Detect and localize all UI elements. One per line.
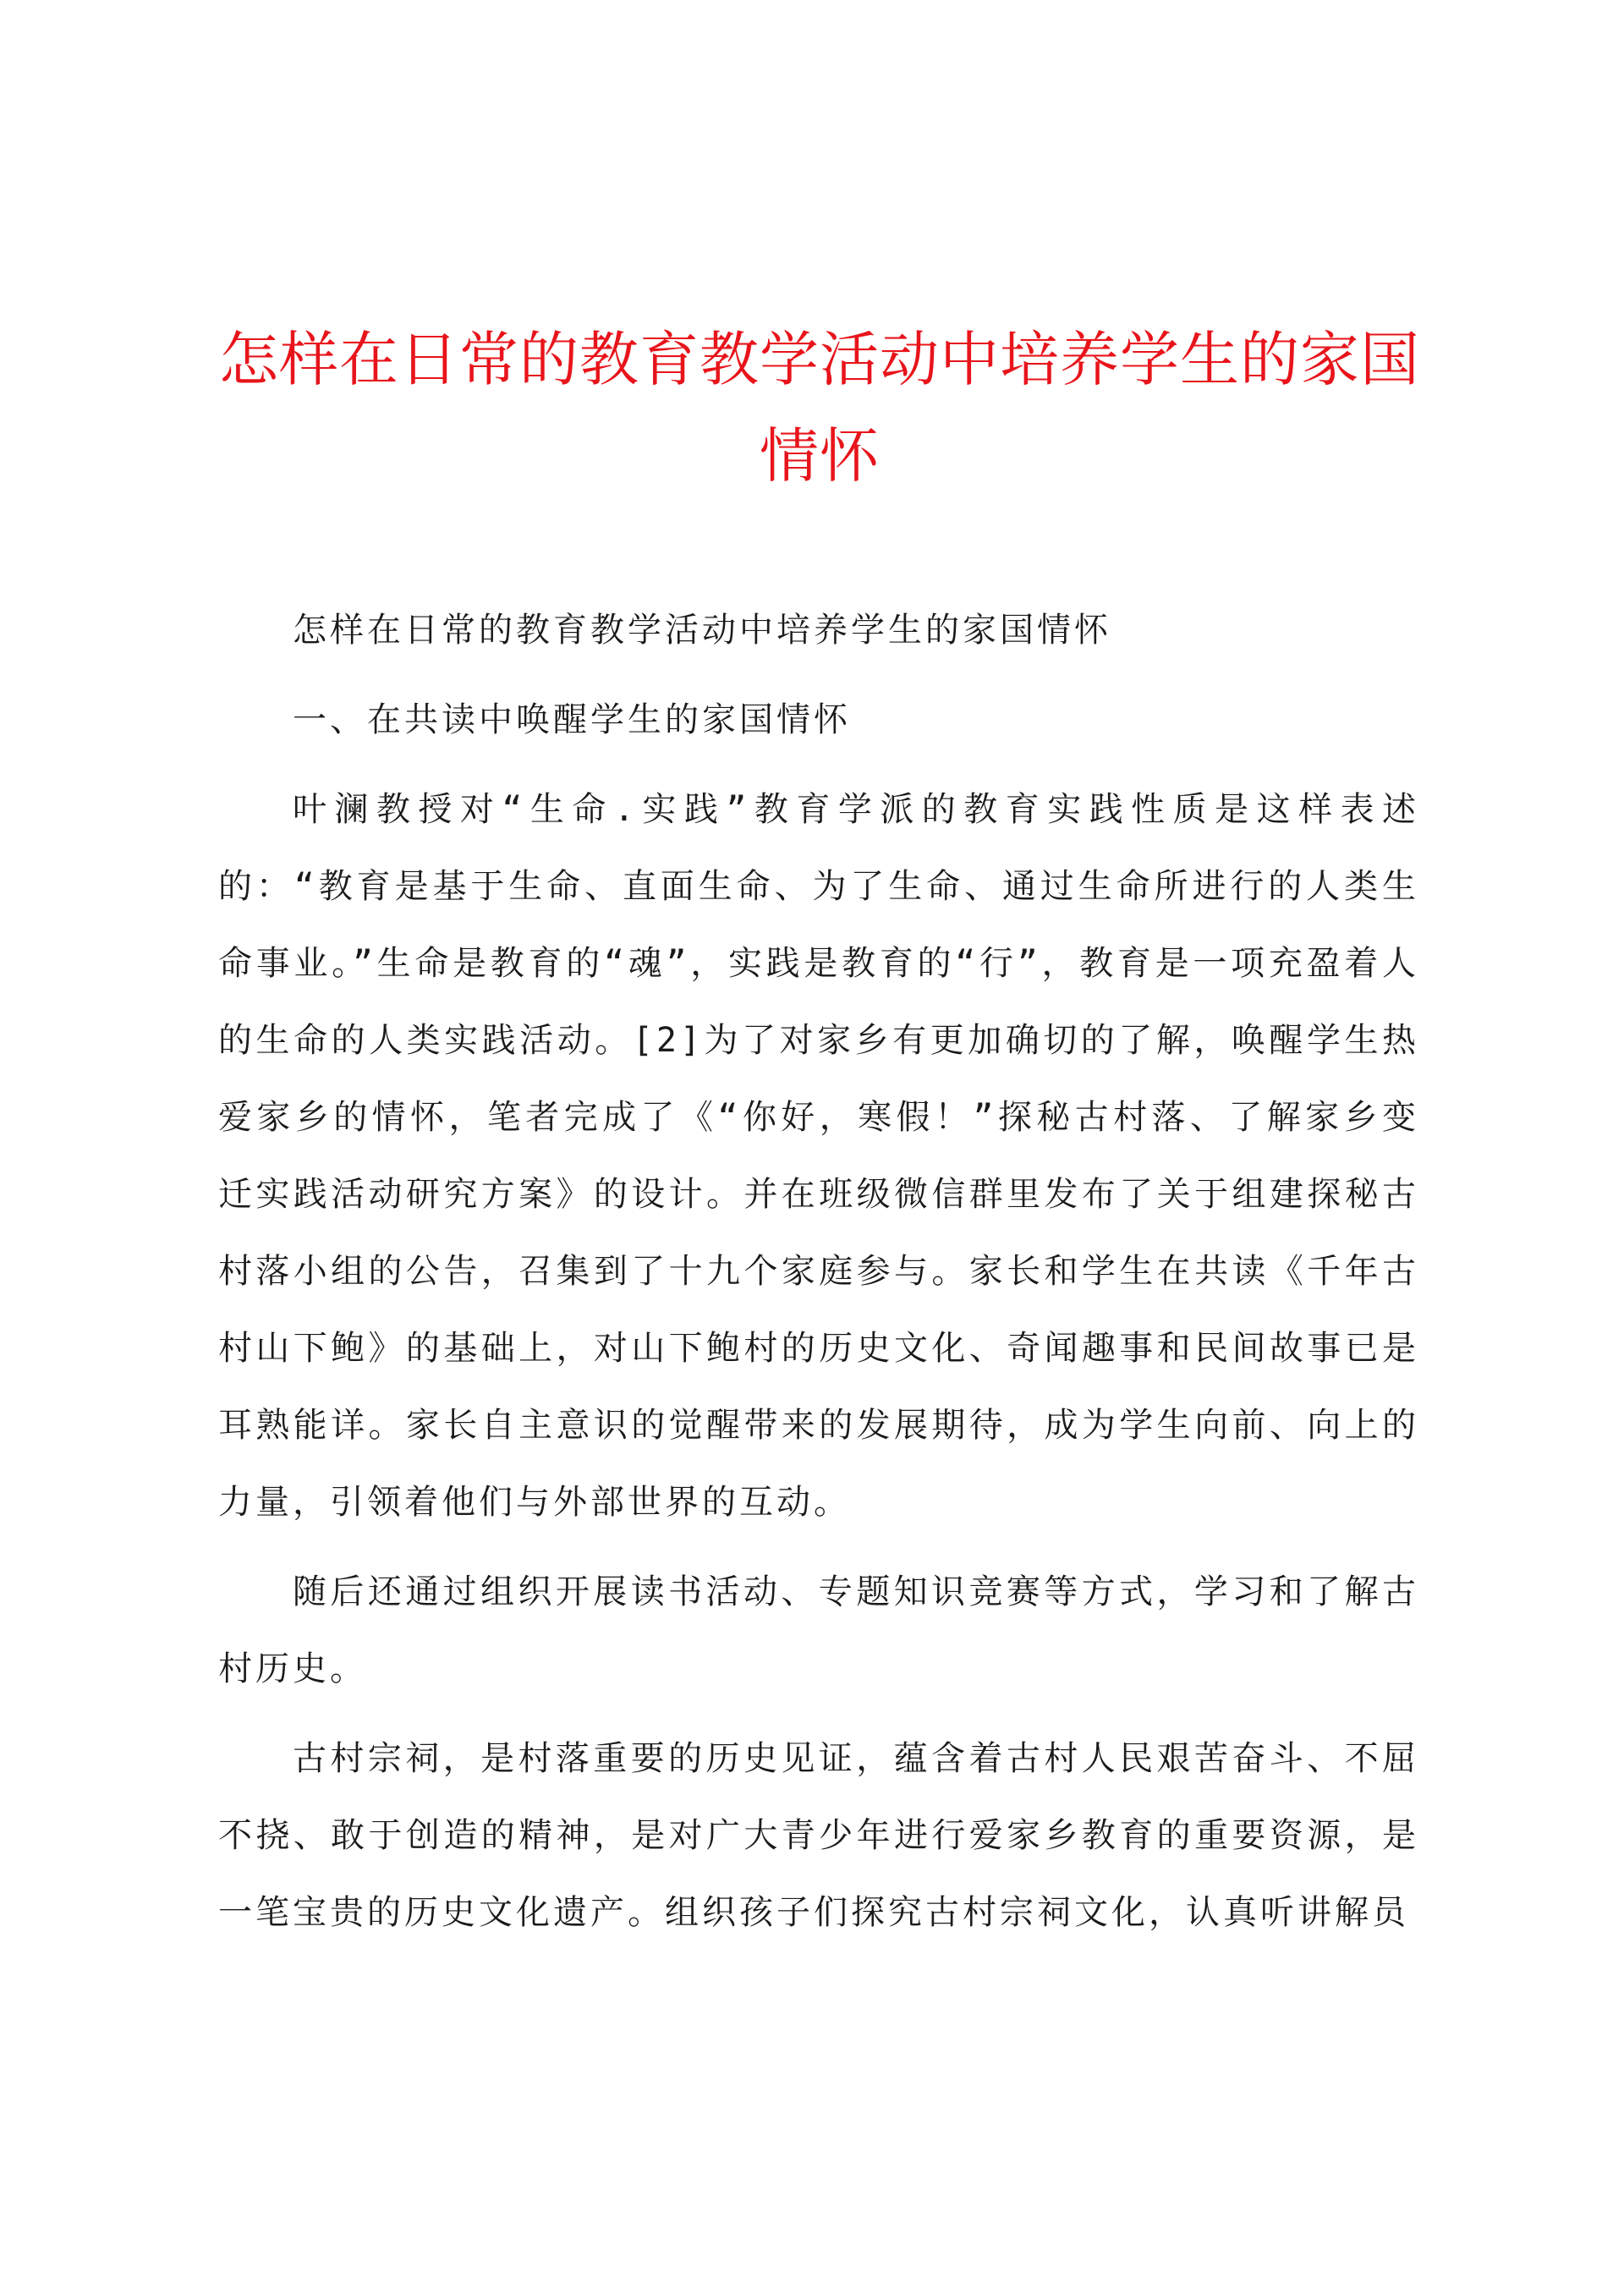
- section-heading: 一、在共读中唤醒学生的家国情怀: [293, 700, 851, 739]
- paragraph: 随后还通过组织开展读书活动、专题知识竞赛等方式，学习和了解古村历史。: [218, 1572, 1419, 1688]
- paragraph: 古村宗祠，是村落重要的历史见证，蕴含着古村人民艰苦奋斗、不屈不挠、敢于创造的精神，是对广大青少年进行爱家乡教育的重要资源，是一笔宝贵的历史文化遗产。组织孩子们探究古村宗祠文化，认真听讲解员: [218, 1739, 1419, 1932]
- paragraph-heading: 怎样在日常的教育教学活动中培养学生的家国情怀: [293, 611, 1111, 650]
- document-title: 怎样在日常的教育教学活动中培养学生的家国情怀: [219, 325, 1420, 491]
- paragraph: 叶澜教授对“生命.实践”教育学派的教育实践性质是这样表述的：“教育是基于生命、直面生命、为了生命、通过生命所进行的人类生命事业。”生命是教育的“魂”，实践是教育的“行”，教育是一项充盈着人的生命的人类实践活动。[2]为了对家乡有更加确切的了解，唤醒学生热爱家乡的情怀，笔者完成了《“你好，寒假！”探秘古村落、了解家乡变迁实践活动研究方案》的设计。并在班级微信群里发布了关于组建探秘古村落小组的公告，召集到了十九个家庭参与。家长和学生在共读《千年古村山下鲍》的基础上，对山下鲍村的历史文化、奇闻趣事和民间故事已是耳熟能详。家长自主意识的觉醒带来的发展期待，成为学生向前、向上的力量，引领着他们与外部世界的互动。: [218, 790, 1419, 1522]
- document-body: [218, 592, 1419, 1964]
